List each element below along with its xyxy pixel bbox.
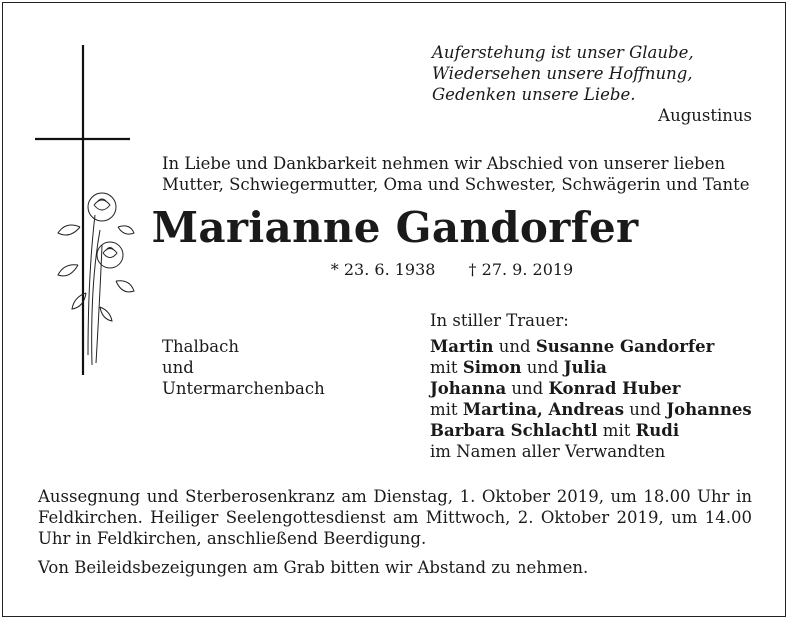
place-line: Untermarchenbach	[162, 379, 325, 398]
mourner-line: mit Martina, Andreas und Johannes	[430, 400, 752, 419]
funeral-info	[38, 486, 752, 578]
life-dates	[0, 260, 790, 279]
intro-line-2: Mutter, Schwiegermutter, Oma und Schwester, Schwägerin und Tante	[162, 175, 750, 194]
mourner-line: im Namen aller Verwandten	[430, 442, 666, 461]
mourner-line: Martin und Susanne Gandorfer	[430, 337, 715, 356]
quote-line: Gedenken unsere Liebe.	[432, 85, 636, 104]
quote-block	[432, 42, 752, 126]
quote-line: Wiedersehen unsere Hoffnung,	[432, 64, 693, 83]
intro-text	[162, 153, 762, 195]
place-line: Thalbach	[162, 337, 240, 356]
mourners-block	[430, 310, 752, 462]
mourners-heading: In stiller Trauer:	[430, 311, 569, 330]
quote-line: Auferstehung ist unser Glaube,	[432, 43, 694, 62]
mourner-line: Johanna und Konrad Huber	[430, 379, 681, 398]
places-block	[162, 336, 325, 399]
funeral-paragraph: Aussegnung und Sterberosenkranz am Dienstag, 1. Oktober 2019, um 18.00 Uhr in Feldkirchen. Heiliger Seelengottesdienst am Mittwoch, 2. Oktober 2019, um 14.00 Uhr in Feldkirchen, anschließend Beerdigung.	[38, 487, 752, 548]
intro-line-1: In Liebe und Dankbarkeit nehmen wir Abschied von unserer lieben	[162, 154, 726, 173]
quote-author: Augustinus	[658, 106, 752, 125]
deceased-name: Marianne Gandorfer	[151, 203, 639, 252]
condolence-note: Von Beileidsbezeigungen am Grab bitten wir Abstand zu nehmen.	[38, 558, 589, 577]
mourner-line: Barbara Schlachtl mit Rudi	[430, 421, 680, 440]
birth-date: * 23. 6. 1938	[330, 260, 436, 279]
mourner-line: mit Simon und Julia	[430, 358, 607, 377]
death-date: † 27. 9. 2019	[468, 260, 574, 279]
place-line: und	[162, 358, 194, 377]
